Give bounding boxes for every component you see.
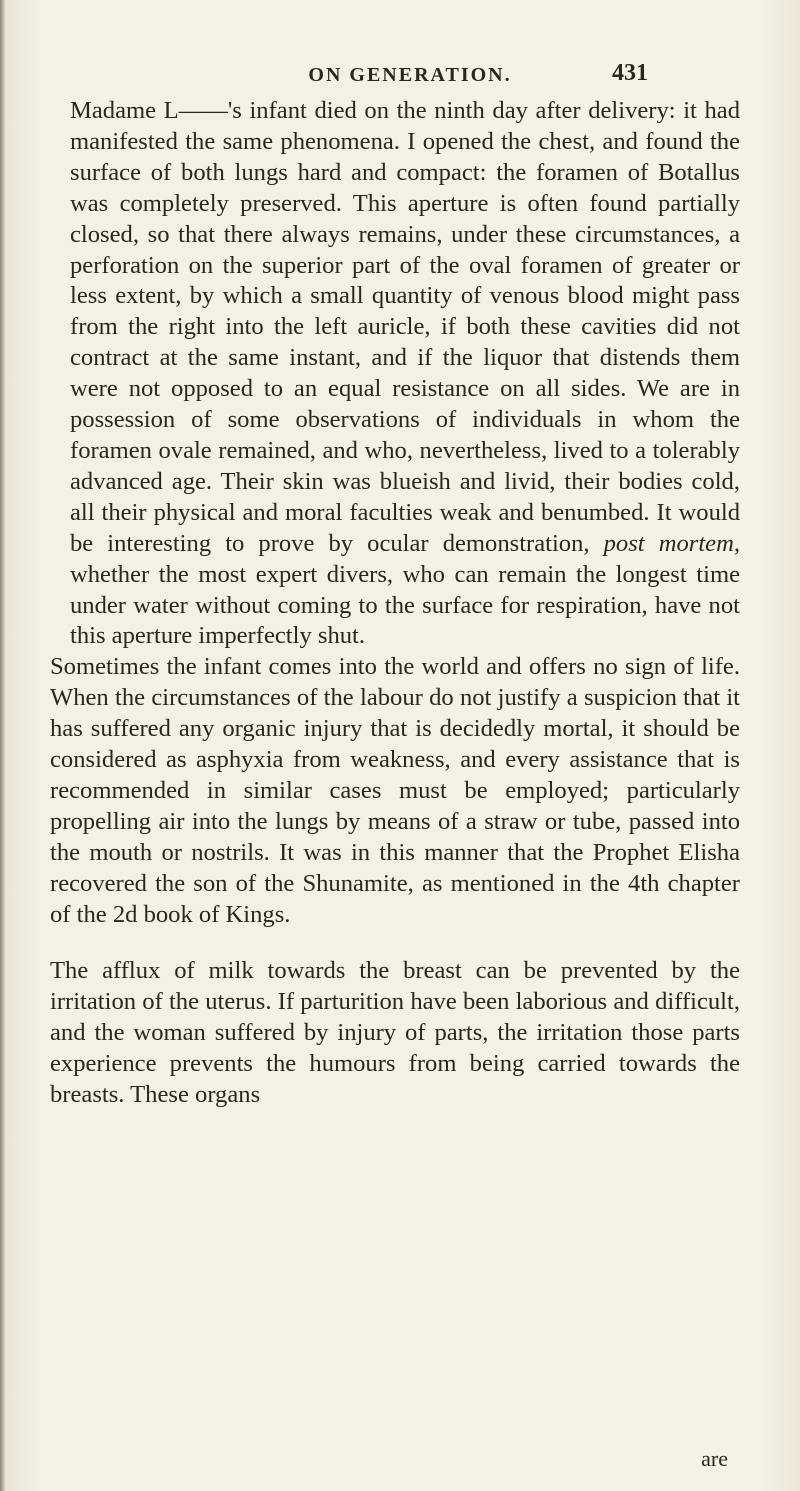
paragraph-2: Sometimes the infant comes into the world and offers no sign of life. When the circumstances of the labour do not justify a suspicion that it has suffered any organic injury that is decidedly mortal, it should be considered as asphyxia from weakness, and every assistance that is recommended in similar cases must be employed; particularly propelling air into the lungs by means of a straw or tube, passed into the mouth or nostrils. It was in this manner that the Prophet Elisha recovered the son of the Shunamite, as mentioned in the 4th chapter of the 2d book of Kings.	[50, 653, 740, 928]
paragraph-1-italic: post mortem,	[603, 529, 740, 557]
running-head: ON GENERATION.	[308, 64, 512, 86]
catchword: are	[701, 1446, 728, 1471]
page-number: 431	[612, 60, 648, 86]
paragraph-1-text: Madame L——'s infant died on the ninth day after delivery: it had manifested the same phenomena. I opened the chest, and found the surface of both lungs hard and compact: the foramen of Botallus was completely preserved. This aperture is often found partially closed, so that there always remains, under these circumstances, a perforation on the superior part of the oval foramen of greater or less extent, by which a small quantity of venous blood might pass from the right into the left auricle, if both these cavities did not contract at the same instant, and if the liquor that distends them were not opposed to an equal resistance on all sides. We are in possession of some observations of individuals in whom the foramen ovale remained, and who, nevertheless, lived to a tolerably advanced age. Their skin was blueish and livid, their bodies cold, all their physical and moral faculties weak and benumbed. It would be interesting to prove by ocular demonstration,	[70, 97, 740, 557]
body-text	[50, 96, 740, 1111]
paragraph-1-text-cont: whether the most expert divers, who can remain the longest time under water without coming to the surface for respiration, have not this aperture imperfectly shut.	[70, 560, 740, 650]
paragraph-3: The afflux of milk towards the breast can be prevented by the irritation of the uterus. If parturition have been laborious and difficult, and the woman suffered by injury of parts, the irritation those parts experience prevents the humours from being carried towards the breasts. These organs	[50, 957, 740, 1109]
page-binding-edge	[0, 0, 6, 1491]
paragraph-1	[50, 96, 740, 652]
